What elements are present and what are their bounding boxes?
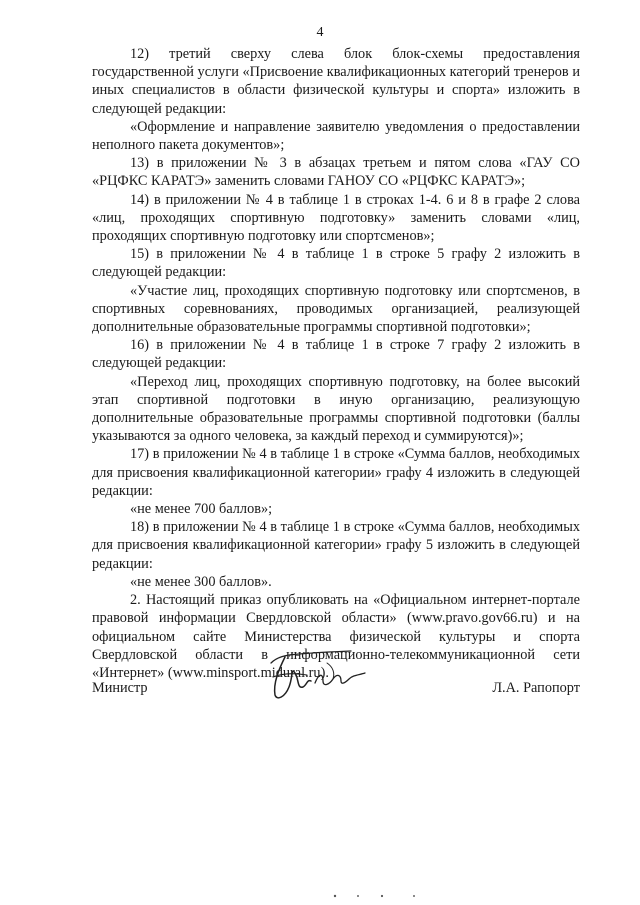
paragraph-item-17: 17) в приложении № 4 в таблице 1 в строке «Сумма баллов, необходимых для присвоения квалификационной категории» графу 4 изложить в следующей редакции: (92, 446, 580, 499)
page-number: 4 (316, 25, 324, 40)
paragraph-quote-12: «Оформление и направление заявителю уведомления о предоставлении неполного пакета документов»; (92, 118, 580, 154)
paragraph-quote-16: «Переход лиц, проходящих спортивную подготовку, на более высокий этап спортивной подготовки в иную организацию, реализующую дополнительные образовательные программы спортивной подготовки (баллы указываются за одного человека, за каждый переход и суммируются)»; (92, 373, 580, 445)
signatory-name: Л.А. Рапопорт (492, 680, 580, 696)
paragraph-publication: 2. Настоящий приказ опубликовать на «Официальном интернет-портале правовой информации Свердловской области» (www.pravo.gov66.ru) и на официальном сайте Министерства физической культуры и спорта Свердловской области в информационно-телекоммуникационной сети «Интернет» (www.minsport.midural.ru). (92, 592, 580, 681)
paragraph-item-16: 16) в приложении № 4 в таблице 1 в строке 7 графу 2 изложить в следующей редакции: (92, 337, 580, 372)
paragraph-item-18: 18) в приложении № 4 в таблице 1 в строке «Сумма баллов, необходимых для присвоения квалификационной категории» графу 5 изложить в следующей редакции: (92, 519, 580, 572)
scan-artifact-marks (330, 893, 450, 899)
paragraph-item-15: 15) в приложении № 4 в таблице 1 в строке 5 графу 2 изложить в следующей редакции: (92, 246, 580, 281)
signatory-title: Министр (92, 680, 148, 696)
paragraph-quote-17: «не менее 700 баллов»; (130, 501, 273, 518)
paragraph-quote-18: «не менее 300 баллов». (130, 573, 272, 590)
paragraph-item-13: 13) в приложении № 3 в абзацах третьем и пятом слова «ГАУ СО «РЦФКС КАРАТЭ» заменить словами ГАНОУ СО «РЦФКС КАРАТЭ»; (92, 155, 580, 190)
paragraph-item-12: 12) третий сверху слева блок блок-схемы предоставления государственной услуги «Присвоение квалификационных категорий тренеров и иных специалистов в области физической культуры и спорта» изложить в следующей редакции: (92, 46, 580, 117)
paragraph-item-14: 14) в приложении № 4 в таблице 1 в строках 1-4. 6 и 8 в графе 2 слова «лиц, проходящих спортивную подготовку» заменить словами «лиц, проходящих спортивную подготовку или спортсменов»; (92, 191, 580, 245)
paragraph-quote-15: «Участие лиц, проходящих спортивную подготовку или спортсменов, в спортивных соревнованиях, проводимых организацией, реализующей дополнительные образовательные программы спортивной подготовки»; (92, 282, 580, 336)
signature-block (92, 680, 580, 700)
document-body (92, 45, 580, 682)
